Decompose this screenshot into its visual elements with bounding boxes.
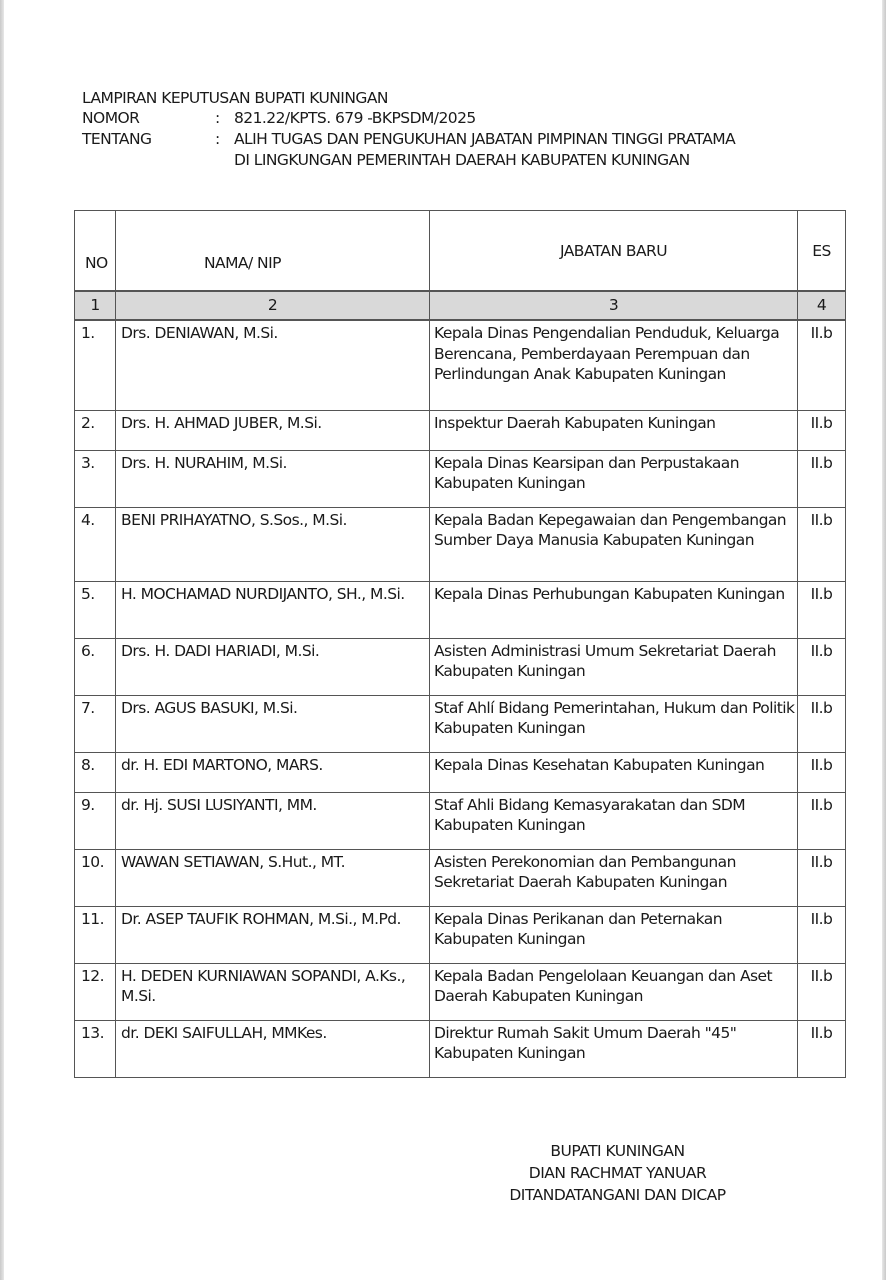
appointment-table	[74, 210, 846, 1078]
column-index: 4	[798, 291, 846, 320]
row-number: 8.	[75, 752, 116, 792]
row-name: dr. H. EDI MARTONO, MARS.	[116, 752, 430, 792]
row-position: Kepala Badan Kepegawaian dan Pengembangan Sumber Daya Manusia Kabupaten Kuningan	[430, 507, 798, 581]
column-index: 2	[116, 291, 430, 320]
table-row	[75, 450, 846, 507]
row-echelon: II.b	[798, 450, 846, 507]
table-row	[75, 1020, 846, 1077]
row-number: 13.	[75, 1020, 116, 1077]
row-position: Kepala Dinas Kesehatan Kabupaten Kuningan	[430, 752, 798, 792]
row-position: Staf Ahlí Bidang Pemerintahan, Hukum dan Politik Kabupaten Kuningan	[430, 695, 798, 752]
document-title: LAMPIRAN KEPUTUSAN BUPATI KUNINGAN	[82, 89, 388, 107]
row-name: H. MOCHAMAD NURDIJANTO, SH., M.Si.	[116, 581, 430, 638]
row-name: Drs. H. AHMAD JUBER, M.Si.	[116, 410, 430, 450]
table-header-row	[75, 211, 846, 292]
nomor-colon: :	[215, 109, 220, 127]
column-header-jabatan	[430, 211, 798, 292]
tentang-line-2: DI LINGKUNGAN PEMERINTAH DAERAH KABUPATEN KUNINGAN	[234, 151, 690, 169]
row-echelon: II.b	[798, 963, 846, 1020]
column-index-row	[75, 291, 846, 320]
table-body	[75, 320, 846, 1077]
row-name: Drs. AGUS BASUKI, M.Si.	[116, 695, 430, 752]
page-edge-left	[0, 0, 4, 1280]
nomor-value: 821.22/KPTS. 679 -BKPSDM/2025	[234, 109, 476, 127]
row-name: Drs. H. NURAHIM, M.Si.	[116, 450, 430, 507]
row-name: BENI PRIHAYATNO, S.Sos., M.Si.	[116, 507, 430, 581]
row-position: Staf Ahli Bidang Kemasyarakatan dan SDM Kabupaten Kuningan	[430, 792, 798, 849]
table-row	[75, 695, 846, 752]
table-row	[75, 320, 846, 410]
signature-name: DIAN RACHMAT YANUAR	[528, 1164, 707, 1182]
table-row	[75, 410, 846, 450]
row-echelon: II.b	[798, 320, 846, 410]
row-number: 6.	[75, 638, 116, 695]
column-header-no-label: NO	[85, 254, 108, 272]
column-header-nama	[116, 211, 430, 292]
row-number: 1.	[75, 320, 116, 410]
table-row	[75, 792, 846, 849]
row-position: Kepala Dinas Kearsipan dan Perpustakaan Kabupaten Kuningan	[430, 450, 798, 507]
row-echelon: II.b	[798, 792, 846, 849]
row-position: Kepala Dinas Perhubungan Kabupaten Kuningan	[430, 581, 798, 638]
nomor-label: NOMOR	[82, 109, 140, 127]
row-position: Inspektur Daerah Kabupaten Kuningan	[430, 410, 798, 450]
table-row	[75, 507, 846, 581]
row-number: 10.	[75, 849, 116, 906]
column-index: 3	[430, 291, 798, 320]
column-header-jabatan-label: JABATAN BARU	[559, 242, 668, 260]
tentang-label: TENTANG	[82, 130, 152, 148]
signature-title: BUPATI KUNINGAN	[550, 1142, 685, 1160]
column-header-es	[798, 211, 846, 292]
row-position: Asisten Perekonomian dan Pembangunan Sekretariat Daerah Kabupaten Kuningan	[430, 849, 798, 906]
row-position: Kepala Dinas Pengendalian Penduduk, Keluarga Berencana, Pemberdayaan Perempuan dan Perlindungan Anak Kabupaten Kuningan	[430, 320, 798, 410]
row-echelon: II.b	[798, 695, 846, 752]
row-name: Dr. ASEP TAUFIK ROHMAN, M.Si., M.Pd.	[116, 906, 430, 963]
row-name: dr. Hj. SUSI LUSIYANTI, MM.	[116, 792, 430, 849]
column-header-no	[75, 211, 116, 292]
row-name: dr. DEKI SAIFULLAH, MMKes.	[116, 1020, 430, 1077]
row-number: 12.	[75, 963, 116, 1020]
row-name: H. DEDEN KURNIAWAN SOPANDI, A.Ks., M.Si.	[116, 963, 430, 1020]
row-echelon: II.b	[798, 581, 846, 638]
row-name: Drs. H. DADI HARIADI, M.Si.	[116, 638, 430, 695]
tentang-line-1: ALIH TUGAS DAN PENGUKUHAN JABATAN PIMPINAN TINGGI PRATAMA	[234, 130, 736, 148]
tentang-colon: :	[215, 130, 220, 148]
table-row	[75, 906, 846, 963]
row-echelon: II.b	[798, 1020, 846, 1077]
row-echelon: II.b	[798, 752, 846, 792]
row-echelon: II.b	[798, 507, 846, 581]
column-index: 1	[75, 291, 116, 320]
signature-note: DITANDATANGANI DAN DICAP	[509, 1186, 726, 1204]
row-name: WAWAN SETIAWAN, S.Hut., MT.	[116, 849, 430, 906]
row-echelon: II.b	[798, 906, 846, 963]
row-number: 7.	[75, 695, 116, 752]
row-position: Kepala Badan Pengelolaan Keuangan dan Aset Daerah Kabupaten Kuningan	[430, 963, 798, 1020]
table-row	[75, 963, 846, 1020]
table-row	[75, 849, 846, 906]
table-row	[75, 581, 846, 638]
row-position: Kepala Dinas Perikanan dan Peternakan Kabupaten Kuningan	[430, 906, 798, 963]
row-number: 3.	[75, 450, 116, 507]
table-row	[75, 638, 846, 695]
row-number: 11.	[75, 906, 116, 963]
row-number: 2.	[75, 410, 116, 450]
page-edge-right	[882, 0, 886, 1280]
row-echelon: II.b	[798, 410, 846, 450]
row-position: Asisten Administrasi Umum Sekretariat Daerah Kabupaten Kuningan	[430, 638, 798, 695]
row-number: 9.	[75, 792, 116, 849]
column-header-es-label: ES	[812, 242, 831, 260]
row-position: Direktur Rumah Sakit Umum Daerah "45" Kabupaten Kuningan	[430, 1020, 798, 1077]
row-number: 4.	[75, 507, 116, 581]
row-number: 5.	[75, 581, 116, 638]
row-echelon: II.b	[798, 638, 846, 695]
table-row	[75, 752, 846, 792]
row-name: Drs. DENIAWAN, M.Si.	[116, 320, 430, 410]
row-echelon: II.b	[798, 849, 846, 906]
column-header-nama-label: NAMA/ NIP	[204, 254, 281, 272]
